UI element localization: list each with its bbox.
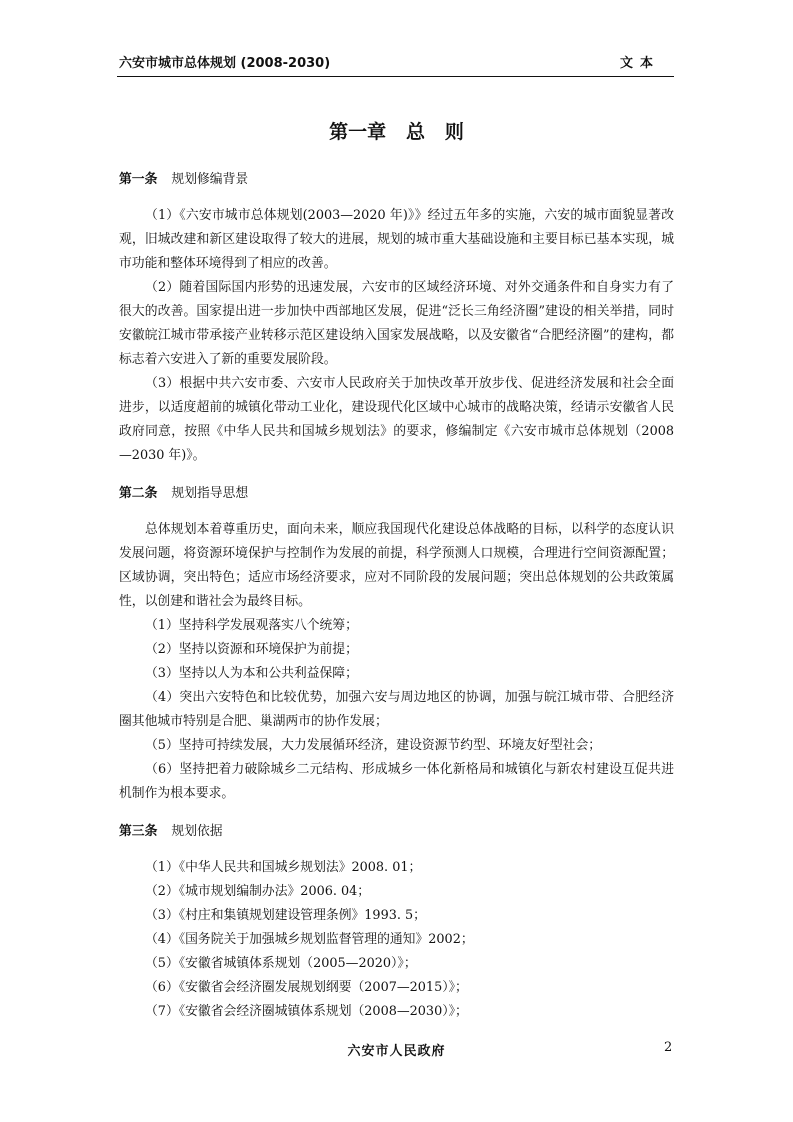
list-item: （7）《安徽省会经济圈城镇体系规划（2008—2030）》； (145, 1004, 468, 1019)
paragraph: 总体规划本着尊重历史，面向未来，顺应我国现代化建设总体战略的目标，以科学的态度认识发展问题，将资源环境保护与控制作为发展的前提，科学预测人口规模，合理进行空间资源配置；区域协调，突出特色；适应市场经济要求，应对不同阶段的发展问题；突出总体规划的公共政策属性，以创建和谐社会为最终目标。 (119, 522, 674, 609)
paragraph: （1）《六安市城市总体规划(2003—2020 年)》》经过五年多的实施，六安的城市面貌显著改观，旧城改建和新区建设取得了较大的进展，规划的城市重大基础设施和主要目标已基本实现，城市功能和整体环境得到了相应的改善。 (119, 208, 674, 271)
list-item: （5）《安徽省城镇体系规划（2005—2020）》； (145, 956, 417, 971)
article-heading (119, 820, 674, 844)
paragraph: （3）根据中共六安市委、六安市人民政府关于加快改革开放步伐、促进经济发展和社会全面进步，以适度超前的城镇化带动工业化，建设现代化区域中心城市的战略决策，经请示安徽省人民政府同意，按照《中华人民共和国城乡规划法》的要求，修编制定《六安市城市总体规划（2008—2030 年)》。 (119, 376, 674, 463)
list-item: （2）《城市规划编制办法》2006. 04； (145, 884, 371, 899)
header-section-label: 文本 (619, 56, 660, 71)
article-number: 第三条 (119, 824, 158, 839)
list-item: （1）《中华人民共和国城乡规划法》2008. 01； (145, 860, 422, 875)
header-document-title: 六安市城市总体规划 (2008-2030) (119, 56, 331, 71)
article-number: 第二条 (119, 486, 158, 501)
footer-organization: 六安市人民政府 (347, 1044, 446, 1059)
paragraph: （2）随着国际国内形势的迅速发展，六安市的区域经济环境、对外交通条件和自身实力有了很大的改善。国家提出进一步加快中西部地区发展，促进“泛长三角经济圈”建设的相关举措，同时安徽皖江城市带承接产业转移示范区建设纳入国家发展战略，以及安徽省“合肥经济圈”的建构，都标志着六安进入了新的重要发展阶段。 (119, 280, 674, 367)
article-title: 规划修编背景 (171, 172, 249, 187)
article-title: 规划依据 (171, 824, 223, 839)
page-header (119, 54, 674, 76)
page-number: 2 (664, 1040, 673, 1055)
paragraph: （6）坚持把着力破除城乡二元结构、形成城乡一体化新格局和城镇化与新农村建设互促共进机制作为根本要求。 (119, 762, 674, 801)
document-body (119, 168, 674, 1024)
list-item: （6）《安徽省会经济圈发展规划纲要（2007—2015）》； (145, 980, 468, 995)
header-rule (117, 76, 674, 77)
list-item: （3）《村庄和集镇规划建设管理条例》1993. 5； (145, 908, 426, 923)
article-title: 规划指导思想 (171, 486, 249, 501)
paragraph: （2）坚持以资源和环境保护为前提； (145, 642, 358, 657)
article-number: 第一条 (119, 172, 158, 187)
paragraph: （5）坚持可持续发展，大力发展循环经济，建设资源节约型、环境友好型社会； (145, 738, 602, 753)
list-item: （4）《国务院关于加强城乡规划监督管理的通知》2002； (145, 932, 474, 947)
chapter-title: 第一章 总 则 (329, 121, 464, 143)
paragraph: （3）坚持以人为本和公共利益保障； (145, 666, 358, 681)
paragraph: （1）坚持科学发展观落实八个统筹； (145, 618, 358, 633)
article-heading (119, 168, 674, 192)
paragraph: （4）突出六安特色和比较优势，加强六安与周边地区的协调，加强与皖江城市带、合肥经济圈其他城市特别是合肥、巢湖两市的协作发展； (119, 690, 674, 729)
article-heading (119, 482, 674, 506)
